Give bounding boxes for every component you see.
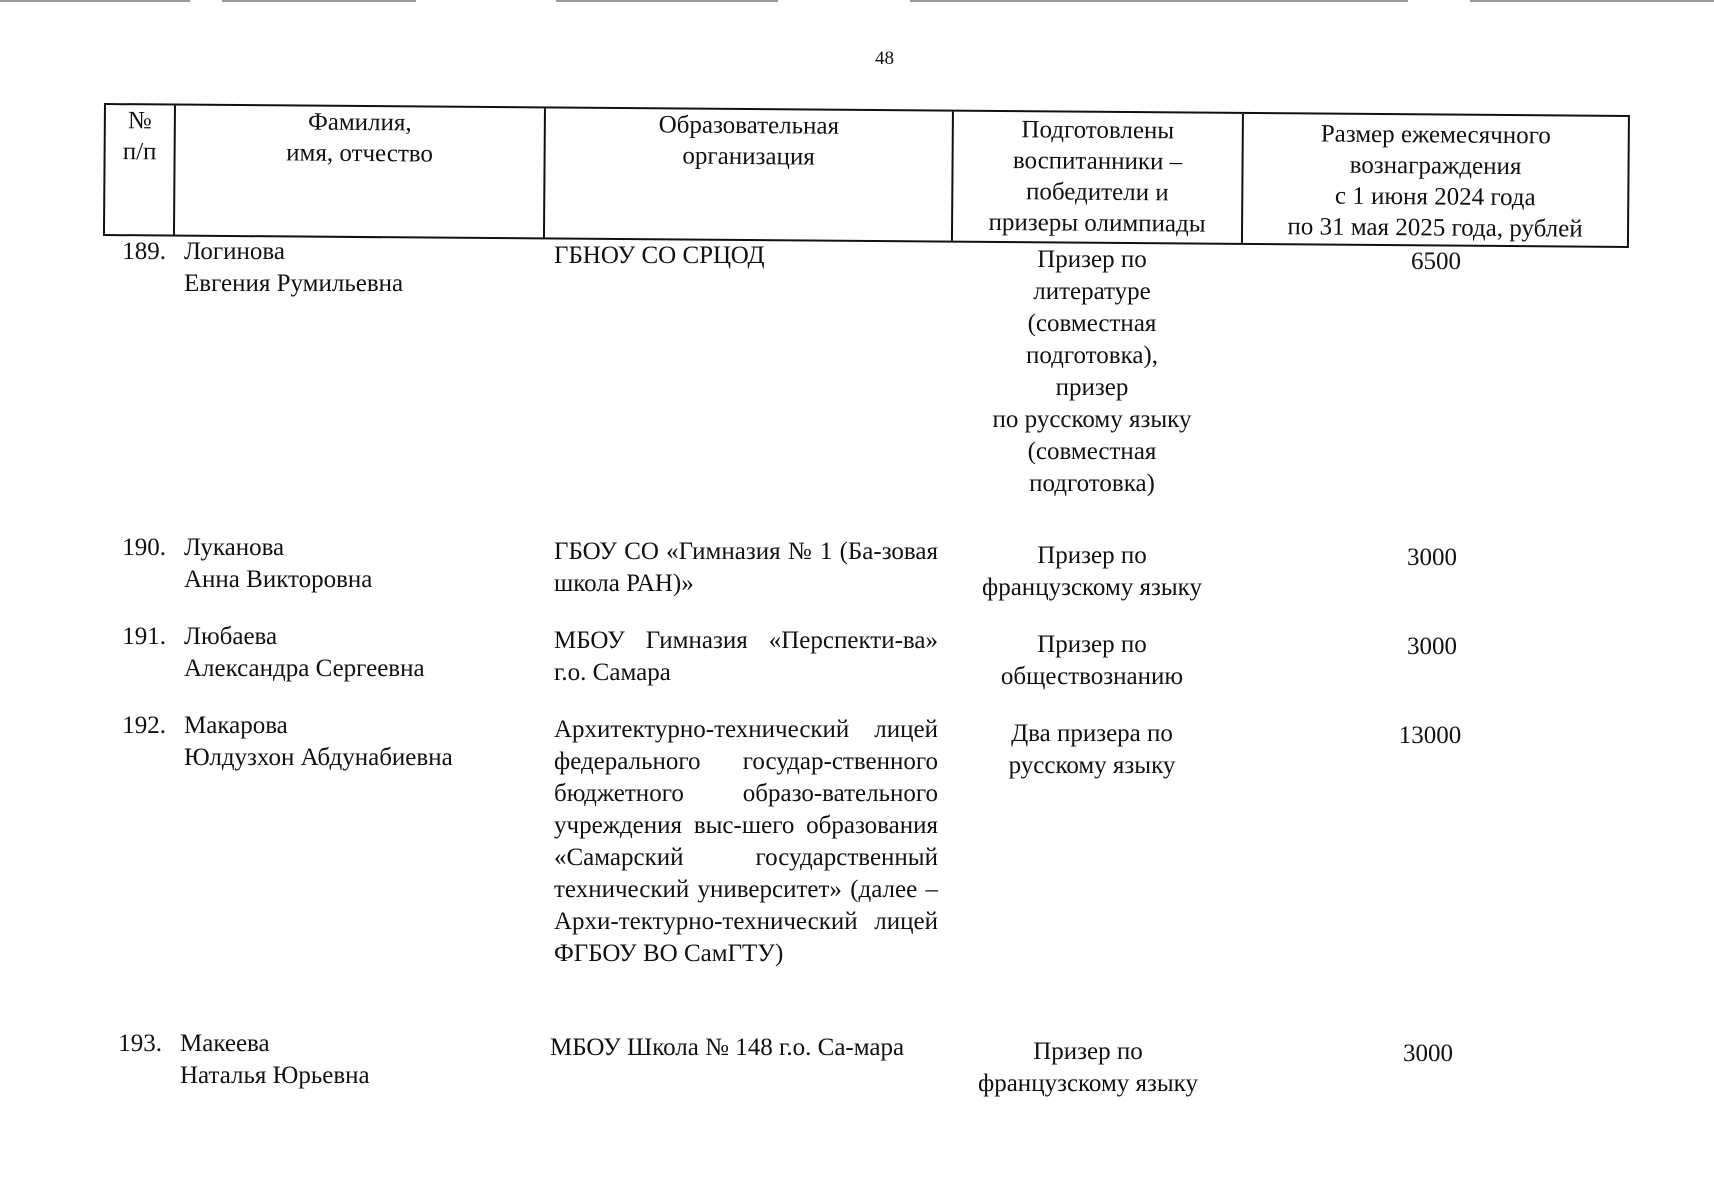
header-col-award: Подготовлены воспитанники – победители и призеры олимпиады (951, 112, 1242, 243)
header-col-organization: Образовательная организация (543, 108, 952, 240)
row-number: 189. (122, 238, 166, 265)
organization: МБОУ Гимназия «Перспекти-ва» г.о. Самара (554, 627, 938, 686)
row-number: 190. (122, 534, 166, 561)
organization: МБОУ Школа № 148 г.о. Са-мара (550, 1034, 905, 1061)
header-col-name: Фамилия, имя, отчество (173, 106, 544, 238)
organization: Архитектурно-технический лицей федерального государ-ственного бюджетного образо-вательного учреждения выс-шего образования «Самарский государственный технический университет» (далее – Архи-тектурно-технический лицей ФГБОУ ВО СамГТУ) (554, 716, 938, 967)
reward-amount: 6500 (1411, 248, 1461, 275)
award-description: Два призера по русскому языку (1008, 720, 1176, 779)
award-description: Призер по обществознанию (1000, 631, 1184, 690)
person-name: Макеева Наталья Юрьевна (180, 1030, 370, 1089)
organization: ГБОУ СО «Гимназия № 1 (Ба-зовая школа РАН)» (554, 538, 938, 597)
reward-amount: 3000 (1407, 633, 1457, 660)
award-description: Призер по французскому языку (978, 1038, 1198, 1097)
reward-amount: 13000 (1398, 722, 1462, 749)
header-col-number: № п/п (122, 107, 157, 166)
page-number: 48 (875, 48, 894, 69)
row-number: 193. (118, 1030, 162, 1057)
person-name: Луканова Анна Викторовна (184, 534, 373, 593)
reward-amount: 3000 (1403, 1040, 1453, 1067)
person-name: Любаева Александра Сергеевна (184, 623, 425, 682)
organization: ГБНОУ СО СРЦОД (554, 242, 765, 269)
table-header (103, 103, 1630, 248)
row-number: 192. (122, 712, 166, 739)
header-col-amount: Размер ежемесячного вознаграждения с 1 июня 2024 года по 31 мая 2025 года, рублей (1241, 114, 1628, 246)
reward-amount: 3000 (1407, 544, 1457, 571)
person-name: Логинова Евгения Румильевна (184, 238, 404, 297)
person-name: Макарова Юлдузхон Абдунабиевна (184, 712, 453, 771)
award-description: Призер по литературе (совместная подготовка), призер по русскому языку (совместная подготовка) (992, 246, 1192, 497)
row-number: 191. (122, 623, 166, 650)
scan-edge-lines (0, 0, 1714, 2)
award-description: Призер по французскому языку (982, 542, 1202, 601)
